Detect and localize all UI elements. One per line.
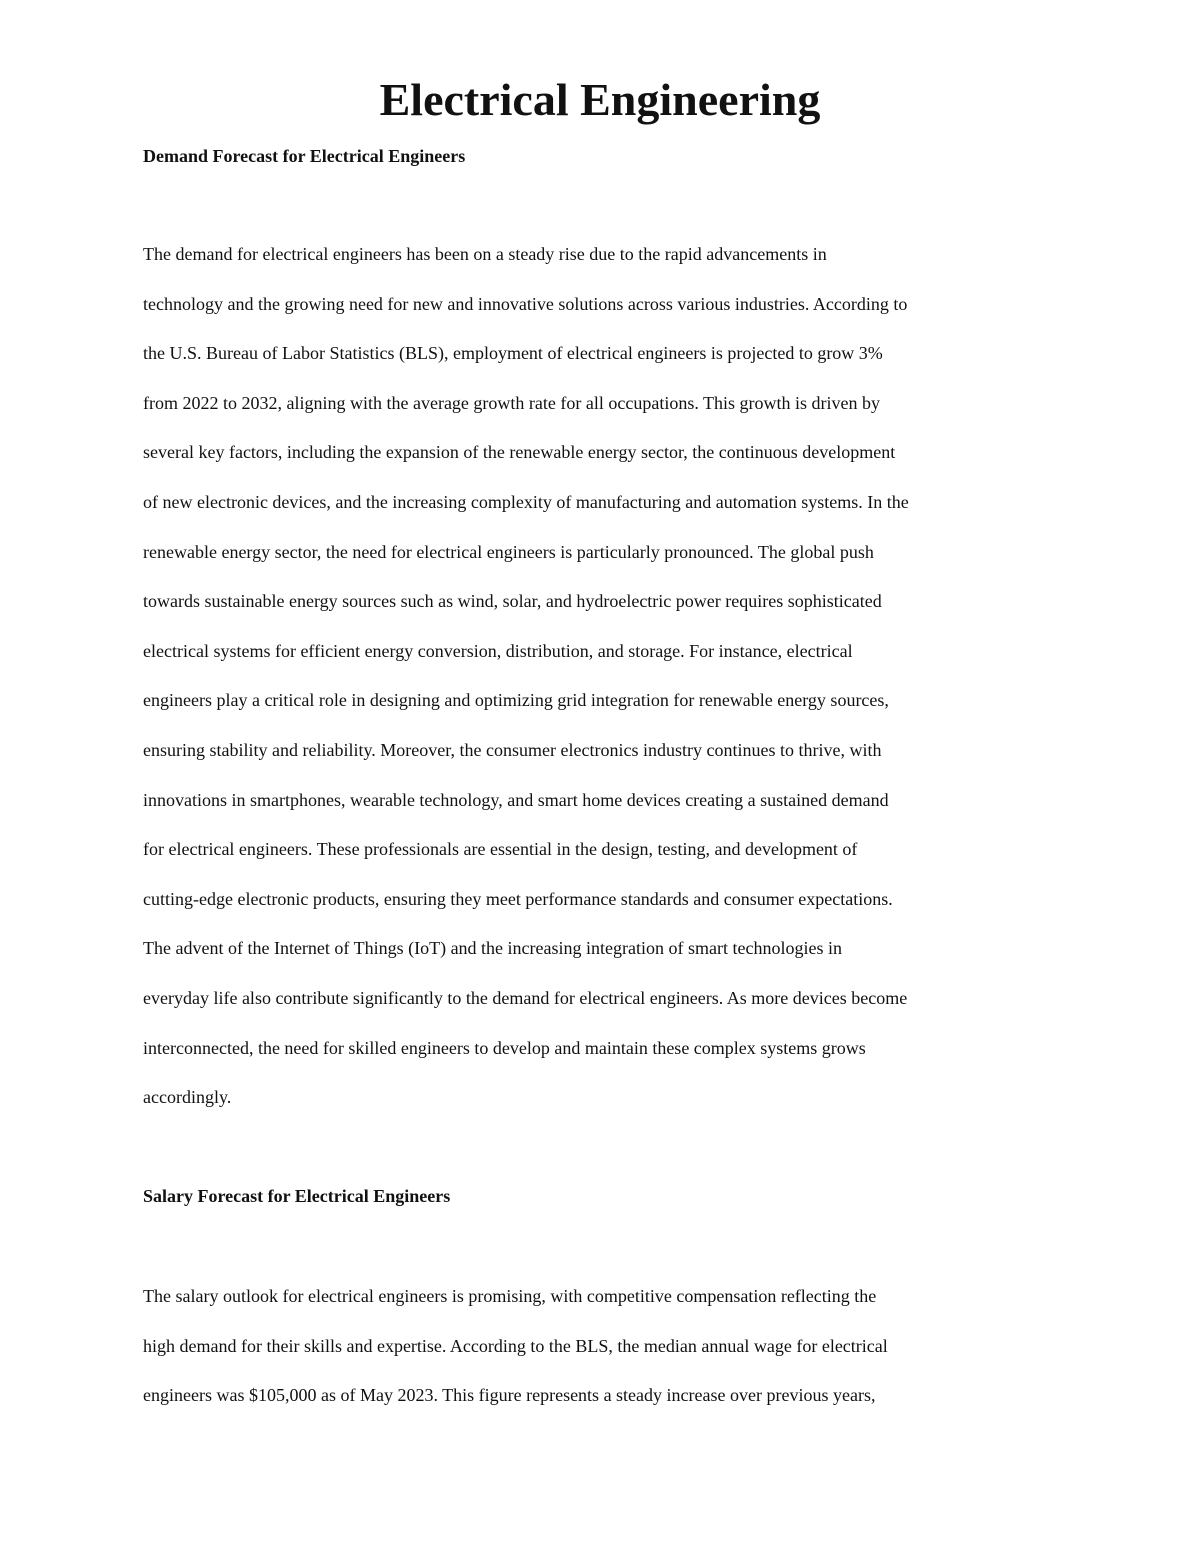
paragraph-line: The demand for electrical engineers has been on a steady rise due to the rapid advancements in xyxy=(143,244,827,264)
paragraph-line: The advent of the Internet of Things (IoT) and the increasing integration of smart technologies in xyxy=(143,938,842,959)
paragraph-line: from 2022 to 2032, aligning with the average growth rate for all occupations. This growth is driven by xyxy=(143,392,881,413)
paragraph-salary xyxy=(143,1278,888,1427)
paragraph-line: innovations in smartphones, wearable technology, and smart home devices creating a sustained demand xyxy=(143,789,889,810)
paragraph-line: of new electronic devices, and the increasing complexity of manufacturing and automation systems. In the xyxy=(143,491,909,512)
paragraph-line: electrical systems for efficient energy conversion, distribution, and storage. For instance, electrical xyxy=(143,640,853,661)
paragraph-line: several key factors, including the expansion of the renewable energy sector, the continuous development xyxy=(143,442,896,463)
paragraph-line: The salary outlook for electrical engineers is promising, with competitive compensation reflecting the xyxy=(143,1286,877,1306)
paragraph-line: technology and the growing need for new and innovative solutions across various industries. According to xyxy=(143,293,908,314)
section-heading-salary: Salary Forecast for Electrical Engineers xyxy=(143,1186,451,1206)
paragraph-line: everyday life also contribute significantly to the demand for electrical engineers. As more devices become xyxy=(143,987,908,1008)
paragraph-line: renewable energy sector, the need for electrical engineers is particularly pronounced. The global push xyxy=(143,541,874,562)
paragraph-line: engineers was $105,000 as of May 2023. This figure represents a steady increase over previous years, xyxy=(143,1385,876,1406)
section-heading-demand: Demand Forecast for Electrical Engineers xyxy=(143,146,466,166)
paragraph-demand xyxy=(143,236,909,1129)
paragraph-line: accordingly. xyxy=(143,1087,232,1108)
document-title: Electrical Engineering xyxy=(379,74,821,125)
paragraph-line: engineers play a critical role in designing and optimizing grid integration for renewable energy sources, xyxy=(143,690,889,711)
paragraph-line: cutting-edge electronic products, ensuring they meet performance standards and consumer expectations. xyxy=(143,888,893,909)
paragraph-line: towards sustainable energy sources such as wind, solar, and hydroelectric power requires sophisticated xyxy=(143,591,882,612)
paragraph-line: the U.S. Bureau of Labor Statistics (BLS), employment of electrical engineers is projected to grow 3% xyxy=(143,343,883,364)
paragraph-line: high demand for their skills and expertise. According to the BLS, the median annual wage for electrical xyxy=(143,1335,888,1356)
paragraph-line: for electrical engineers. These professionals are essential in the design, testing, and development of xyxy=(143,839,858,860)
paragraph-line: interconnected, the need for skilled engineers to develop and maintain these complex systems grows xyxy=(143,1037,866,1058)
paragraph-line: ensuring stability and reliability. Moreover, the consumer electronics industry continues to thrive, with xyxy=(143,739,882,760)
